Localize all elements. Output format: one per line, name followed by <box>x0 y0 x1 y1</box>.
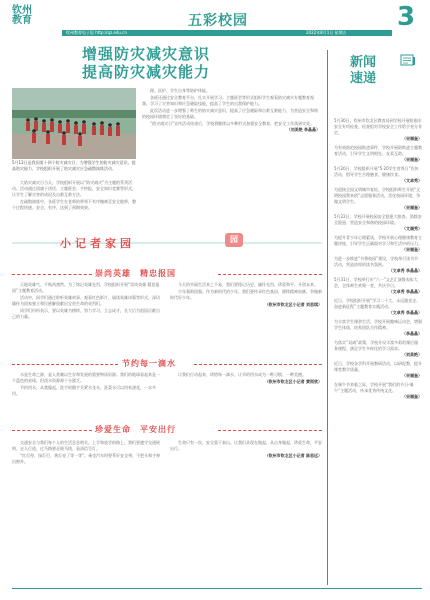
news-source: （文福秀） <box>402 226 422 231</box>
news-text: 5月20日，学校组织开展“5·20学生营养日”宣传活动，倡导学生合理膳食、健康饮食。 <box>334 166 419 177</box>
news-source: （宋福奎） <box>402 205 422 210</box>
photo-caption: 5月12日是我国第十四个防灾减灾日，为增强学生的防灾减灾意识，提高防灾能力，学校组织开展了防灾减灾应急疏散演练活动。 <box>12 160 136 171</box>
logo-line-1: 钦州 <box>12 5 32 16</box>
section-2-dash-left <box>12 364 118 365</box>
news-title-line-2: 速递 <box>350 71 377 86</box>
news-text: 近日，学校组织开展“学习二十大、永远跟党走、奋进新征程”主题教育实践活动。 <box>334 298 421 309</box>
section-1-paragraph: 少年强则国强。作为新时代的少年，我们要传承红色基因，赓续精神血脉，争做新时代好少年。 <box>170 288 322 300</box>
news-text: 5月31日，学校举行庆“六一”文艺汇演暨表彰大会，全体师生欢聚一堂，共庆节日。 <box>334 277 418 288</box>
section-3-col-2 <box>170 440 322 459</box>
lead-col2-paragraph: “防灾减灾日”宣传活动结束后，学校将继续以多种形式加强安全教育，把安全工作落到实处。 <box>150 120 315 126</box>
news-text: 为进一步推进“书香校园”建设，学校举行读书节活动，营造浓厚的读书氛围。 <box>334 256 419 267</box>
section-2-paragraph: 水是生命之源，是人类赖以生存和发展的重要物质资源。我们的地球看起来是一个蓝色的星球，但淡水资源却十分匮乏。 <box>12 372 160 384</box>
masthead-bar-date: 2022年8月1日 星期五 <box>306 30 347 35</box>
section-3-paragraph: 交通安全与我们每个人的生活息息相关。上学和放学的路上，我们要遵守交通规则，走人行道，过马路要走斑马线，看清信号灯。 <box>12 440 160 452</box>
headline-line-2: 提高防灾减灾能力 <box>82 63 211 81</box>
section-3-dash-left <box>12 430 92 431</box>
masthead <box>0 0 430 34</box>
section-1-paragraph: 同学们纷纷表示，要以英雄为榜样，努力学习，立志成才，长大后为祖国贡献自己的力量。 <box>12 307 160 320</box>
news-source: （文卓秀 李晶晶） <box>388 310 422 315</box>
newspaper-icon <box>400 52 416 71</box>
section-2-paragraph: 节约用水，从我做起。洗手时随手关紧水龙头，洗菜水可以用来浇花，一水多用。 <box>12 384 156 397</box>
section-3-col-1 <box>12 440 162 466</box>
newspaper-logo <box>12 6 32 26</box>
news-text: 5月30日，钦州市钦北区教育局到学校开展防溺水安全专项检查，检查组对学校安全工作给予充分肯定。 <box>334 118 422 135</box>
banner-line <box>12 242 322 244</box>
sidebar-divider <box>327 50 328 585</box>
news-source: （宋福奎） <box>402 394 422 399</box>
news-source: （宋福奎） <box>402 373 422 378</box>
news-item <box>334 277 422 295</box>
section-1-dash-left <box>12 274 92 275</box>
section-2-col-2 <box>170 372 322 385</box>
news-source: （刘美艳） <box>402 352 422 357</box>
lead-col1-paragraph: 大防灾减灾日当天，学校组织开展以“防灾减灾”为主题的系列活动。活动通过国旗下讲话、主题班会、手抄报、安全知识竞赛等形式，让学生了解灾害的成因及自救互救方法。 <box>12 180 136 198</box>
news-item <box>334 118 422 142</box>
news-source: （文卓秀 李晶晶） <box>388 289 422 294</box>
lead-article-col-2 <box>142 88 320 133</box>
section-1-paragraph: 活动中，同学们通过聆听英雄故事、观看红色影片、诵读英雄诗篇等形式，深切缅怀为国家独立和民族解放献出宝贵生命的英烈们。 <box>12 294 160 307</box>
section-1-dash-right <box>218 274 322 275</box>
section-1-paragraph: 天地英雄气，千秋尚凛然。为了铭记英雄先烈，学校组织开展“崇尚英雄 精忠报国”主题教育活动。 <box>12 282 160 294</box>
section-3-title: 珍爱生命 平安出行 <box>95 425 176 434</box>
news-item <box>334 319 422 337</box>
news-item <box>334 298 422 316</box>
news-item <box>334 145 422 163</box>
news-list <box>334 118 422 403</box>
news-title-line-1: 新闻 <box>350 55 377 70</box>
news-source: （文卓秀） <box>402 178 422 183</box>
lead-article-col-1 <box>12 180 136 212</box>
logo-line-2: 教育 <box>12 15 32 26</box>
section-3-paragraph: “红灯停，绿灯行，黄灯亮了等一等”。乘坐汽车时要系好安全带，不把头和手伸出窗外。 <box>12 452 161 465</box>
lead-photo <box>12 88 136 159</box>
news-source: （宋福奎） <box>402 136 422 141</box>
news-text: 5月22日，学校开展校园安全隐患大排查，消除安全隐患，营造安全和谐的校园环境。 <box>334 214 422 225</box>
section-3-author: （钦州市钦北区小记者 陈思远） <box>264 452 322 458</box>
section-1-author: （钦州市钦北区小记者 刘思琪） <box>264 301 322 307</box>
lead-author: （刘美艳 李晶晶） <box>286 127 320 133</box>
section-2-author: （钦州市钦北区小记者 黄雨欣） <box>264 378 322 384</box>
section-1-col-2 <box>170 282 322 308</box>
section-2-dash-right <box>194 364 322 365</box>
page-number: 3 <box>397 2 416 32</box>
news-text: 在端午节来临之际，学校开展“我们的节日·端午”主题活动，传承优秀传统文化。 <box>334 382 414 393</box>
news-item <box>334 382 422 400</box>
footer-rule <box>12 588 422 589</box>
news-source: （宋福奎） <box>402 157 422 162</box>
section-3-paragraph: 生命只有一次，安全重于泰山。让我们从现在做起，从自身做起，珍爱生命，平安出行。 <box>170 440 322 452</box>
section-title: 五彩校园 <box>188 13 248 29</box>
lead-col2-paragraph: 理、医护、学生自身等防护体能。 <box>150 88 210 93</box>
news-item <box>334 166 422 184</box>
news-source: （宋福奎） <box>402 247 422 252</box>
news-text: 近日，学校各学科开展教研活动，以研促教，提升课堂教学质量。 <box>334 361 422 372</box>
section-1-col-1 <box>12 282 162 321</box>
section-2-paragraph: 让我们行动起来，珍惜每一滴水，让节约用水成为一种习惯、一种美德。 <box>178 372 306 377</box>
lead-col1-paragraph: 在疏散演练中，各班学生在老师的带领下有序撤离至安全地带，整个过程快速、安全、有序，达到了预期效果。 <box>12 199 136 211</box>
news-text: 为有效防范校园欺凌事件，学校开展防欺凌主题教育活动，引导学生文明相处、友爱互助。 <box>334 145 422 156</box>
news-source: （李晶晶） <box>402 331 422 336</box>
news-item <box>334 256 422 274</box>
news-text: 为迎接全国文明城市复检，学校组织师生开展“文明校园我来创”志愿服务活动，美化校园环境，争做文明学生。 <box>334 187 421 204</box>
news-text: 为提升青少年心理素质，学校开展心理健康教育主题讲座，引导学生正确面对学习和生活中的压力。 <box>334 235 422 246</box>
section-3-dash-right <box>218 430 322 431</box>
lead-col2-paragraph: 各班还通过安全教育平台，扎实开展学习，主题班会等形式组织学生观看防灾减灾专题教育视频，学习了灾害知识和应急避险技能，提高了学生的自我保护能力。 <box>142 94 314 106</box>
banner-badge: 园 <box>225 233 243 247</box>
news-express-title <box>350 55 376 87</box>
news-item <box>334 235 422 253</box>
lead-col2-paragraph: 此次活动进一步增强了师生的防灾减灾意识，提高了应急避险和自救互救能力，为营造安全和谐的校园环境奠定了良好的基础。 <box>142 107 318 119</box>
headline-line-1: 增强防灾减灾意识 <box>82 45 211 63</box>
news-item <box>334 340 422 358</box>
reporter-home-banner: 小记者家园 <box>60 237 135 250</box>
news-source: （文卓秀 李晶晶） <box>388 268 422 273</box>
lead-headline <box>82 45 210 81</box>
section-2-title: 节约每一滴水 <box>122 359 176 368</box>
news-text: 为丰富学生课余生活，学校开展趣味运动会，增强学生体质，培养团队合作精神。 <box>334 319 422 330</box>
section-1-title: 崇尚英雄 精忠报国 <box>95 269 176 278</box>
section-2-col-1 <box>12 372 162 398</box>
news-item <box>334 361 422 379</box>
masthead-bar-text: 钦州教育电子报 http://qz.edu.cn <box>66 30 127 35</box>
section-1-paragraph: 今天的幸福生活来之不易，我们要铭记历史、缅怀先烈、珍爱和平、开创未来。 <box>178 282 318 287</box>
news-item <box>334 187 422 211</box>
news-text: 为落实“双减”政策，学校开设丰富多彩的课后服务课程，满足学生多样化的学习需求。 <box>334 340 419 351</box>
news-item <box>334 214 422 232</box>
